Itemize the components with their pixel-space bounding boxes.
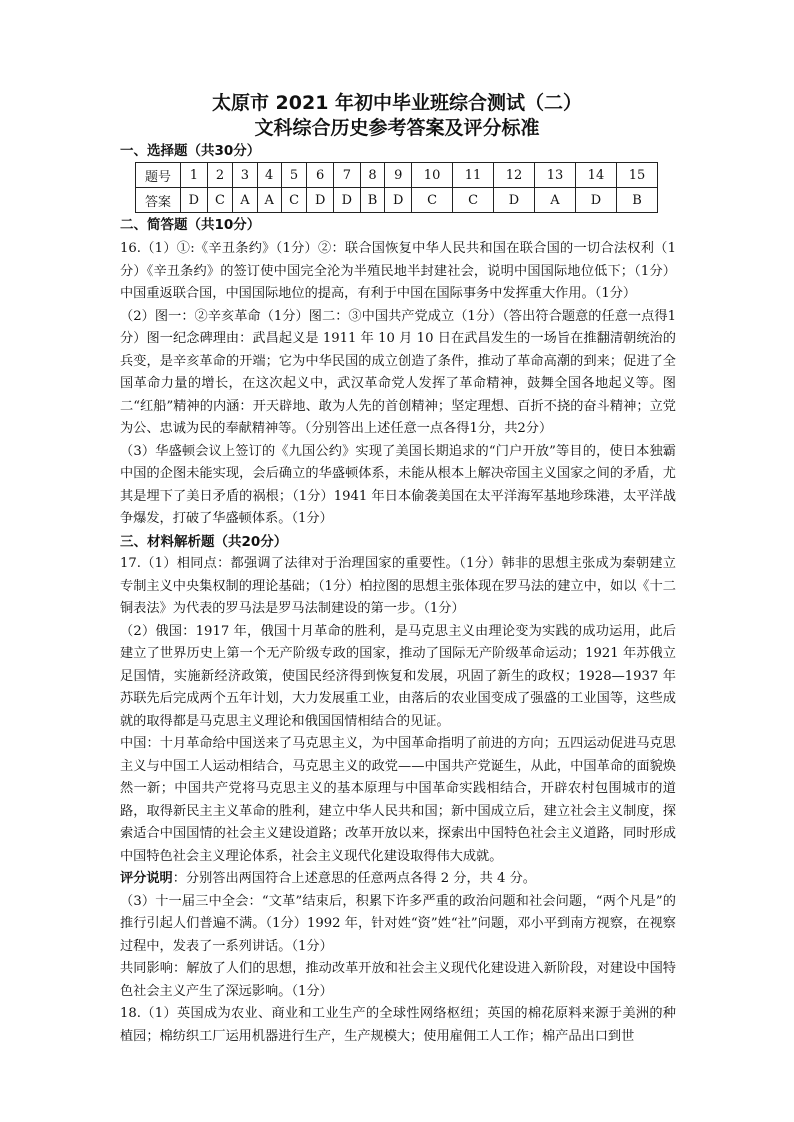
paragraph-q16-2: （2）图一：②辛亥革命（1分）图二：③中国共产党成立（1分）（答出符合题意的任意一点得1分）图一纪念碑理由：武昌起义是 1911 年 10 月 10 日在武昌发生的一场旨在推翻清朝统治的兵变，是辛亥革命的开端；它为中华民国的成立创造了条件，推动了革命高潮的到来；促进了全国革命力量的增长，在这次起义中，武汉革命党人发挥了革命精神，鼓舞全国各地起义等。图二“红船”精神的内涵：开天辟地、敢为人先的首创精神；坚定理想、百折不挠的奋斗精神；立党为公、忠诚为民的奉献精神等。（分别答出上述任意一点各得1分，共2分） (120, 308, 676, 436)
paragraph-q16-1: 16.（1）①:《辛丑条约》（1分）②：联合国恢复中华人民共和国在联合国的一切合法权利（1分）《辛丑条约》的签订使中国完全沦为半殖民地半封建社会，说明中国国际地位低下；（1分）中国重返联合国，中国国际地位的提高，有利于中国在国际事务中发挥重大作用。（1分） (120, 241, 676, 301)
question-number: 5 (281, 163, 307, 188)
answer-cell: B (616, 188, 657, 213)
question-number: 14 (575, 163, 616, 188)
paragraph-q17-1: 17.（1）相同点：都强调了法律对于治理国家的重要性。（1分）韩非的思想主张成为秦朝建立专制主义中央集权制的理论基础；（1分）柏拉图的思想主张体现在罗马法的建立中，如以《十二铜表法》为代表的罗马法是罗马法制建设的第一步。（1分） (120, 556, 676, 616)
paragraph-q18-1: 18.（1）英国成为农业、商业和工业生产的全球性网络枢纽；英国的棉花原料来源于美洲的种植园；棉纺织工厂运用机器进行生产，生产规模大；使用雇佣工人工作；棉产品出口到世 (120, 1006, 676, 1044)
question-number: 7 (334, 163, 361, 188)
answer-cell: D (494, 188, 535, 213)
paragraph-q17-2-china: 中国：十月革命给中国送来了马克思主义，为中国革命指明了前进的方向；五四运动促进马克思主义与中国工人运动相结合，马克思主义的政党——中国共产党诞生，从此，中国革命的面貌焕然一新；中国共产党将马克思主义的基本原理与中国革命实践相结合，开辟农村包围城市的道路，取得新民主主义革命的胜利，建立中华人民共和国；新中国成立后，建立社会主义制度，探索适合中国国情的社会主义建设道路；改革开放以来，探索出中国特色社会主义道路，同时形成中国特色社会主义理论体系，社会主义现代化建设取得伟大成就。 (120, 736, 676, 864)
answer-cell: C (281, 188, 307, 213)
question-number: 15 (616, 163, 657, 188)
paragraph-q17-2-russia: （2）俄国：1917 年，俄国十月革命的胜利，是马克思主义由理论变为实践的成功运用，此后建立了世界历史上第一个无产阶级专政的国家，推动了国际无产阶级革命运动；1921 年苏俄立足国情，实施新经济政策，使国民经济得到恢复和发展，巩固了新生的政权；1928—1937 年苏联先后完成两个五年计划，大力发展重工业，由落后的农业国变成了强盛的工业国等，这些成就的取得都是马克思主义理论和俄国国情相结合的见证。 (120, 623, 676, 729)
paragraph-scoring-note (120, 868, 676, 891)
answer-cell: C (453, 188, 494, 213)
answer-cell: B (360, 188, 385, 213)
answer-cell: D (575, 188, 616, 213)
paragraph-q17-3: （3）十一届三中全会：“文革”结束后，积累下许多严重的政治问题和社会问题，“两个凡是”的推行引起人们普遍不满。（1分）1992 年，针对姓“资”姓“社”问题，邓小平到南方视察，在视察过程中，发表了一系列讲话。（1分） (120, 893, 676, 954)
answer-cell: D (334, 188, 361, 213)
answer-cell: A (233, 188, 257, 213)
document-title: 太原市 2021 年初中毕业班综合测试（二） (211, 92, 583, 114)
question-number: 12 (494, 163, 535, 188)
question-number: 11 (453, 163, 494, 188)
table-row-numbers (136, 163, 658, 188)
scoring-note-label: 评分说明 (120, 871, 173, 886)
answer-cell: A (535, 188, 576, 213)
question-number: 2 (207, 163, 233, 188)
question-number: 13 (535, 163, 576, 188)
paragraph-q17-3-impact: 共同影响：解放了人们的思想，推动改革开放和社会主义现代化建设进入新阶段，对建设中国特色社会主义产生了深远影响。（1分） (120, 961, 676, 999)
table-row-answers (136, 188, 658, 213)
document-subtitle: 文科综合历史参考答案及评分标准 (254, 117, 540, 139)
answer-cell: C (412, 188, 453, 213)
answer-body (120, 238, 676, 1048)
question-number: 6 (307, 163, 334, 188)
question-number: 4 (257, 163, 281, 188)
question-number: 1 (181, 163, 208, 188)
paragraph-q16-3: （3）华盛顿会议上签订的《九国公约》实现了美国长期追求的“门户开放”等目的，使日本独霸中国的企图未能实现，会后确立的华盛顿体系，未能从根本上解决帝国主义国家之间的矛盾，尤其是埋下了美日矛盾的祸根；（1分）1941 年日本偷袭美国在太平洋海军基地珍珠港，太平洋战争爆发，打破了华盛顿体系。（1分） (120, 443, 676, 526)
answer-cell: D (181, 188, 208, 213)
answer-cell: D (385, 188, 412, 213)
row-label: 答案 (136, 188, 181, 213)
answer-cell: A (257, 188, 281, 213)
question-number: 9 (385, 163, 412, 188)
section-heading-short-answer: 二、简答题（共10分） (120, 217, 261, 233)
section-heading-choice: 一、选择题（共30分） (120, 143, 261, 159)
answer-table (135, 162, 658, 213)
question-number: 3 (233, 163, 257, 188)
row-label: 题号 (136, 163, 181, 188)
answer-cell: C (207, 188, 233, 213)
answer-cell: D (307, 188, 334, 213)
section-heading-material: 三、材料解析题（共20分） (120, 533, 288, 550)
question-number: 8 (360, 163, 385, 188)
question-number: 10 (412, 163, 453, 188)
scoring-note-text: ：分别答出两国符合上述意思的任意两点各得 2 分，共 4 分。 (172, 871, 536, 886)
